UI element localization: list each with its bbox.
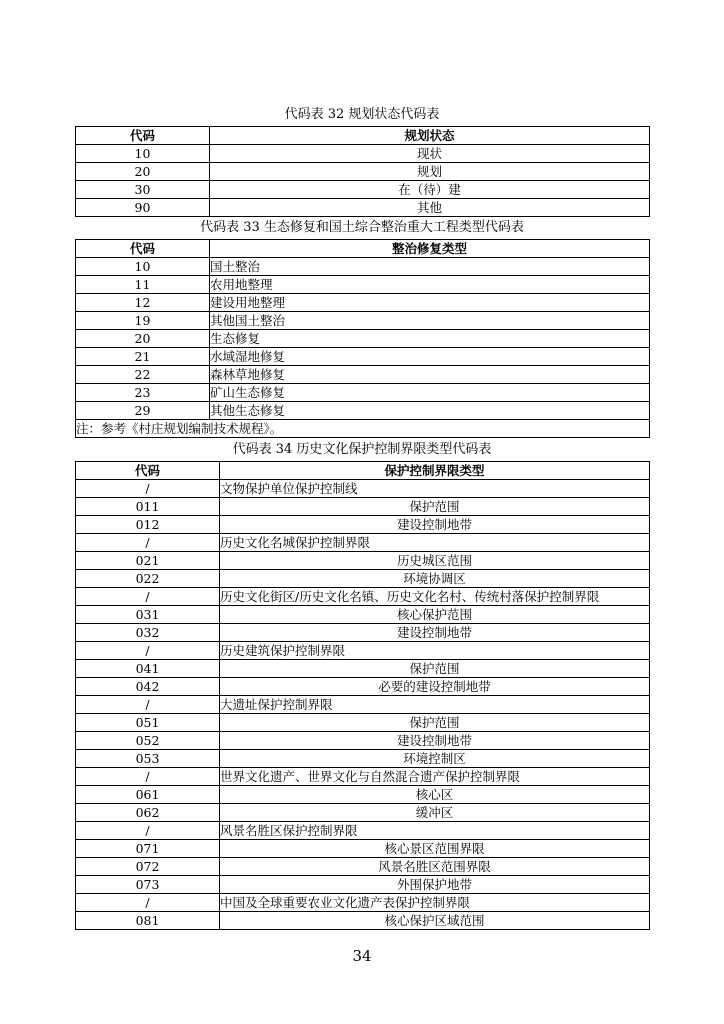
code-cell: 19 — [76, 312, 210, 330]
table-row — [76, 534, 650, 552]
boundary-type-cell: 风景名胜区保护控制界限 — [220, 822, 650, 840]
table-row — [76, 804, 650, 822]
table-header-row — [76, 462, 650, 480]
code-cell: 031 — [76, 606, 220, 624]
table-note-row — [76, 420, 650, 438]
code-cell: 071 — [76, 840, 220, 858]
code-cell: 053 — [76, 750, 220, 768]
boundary-type-cell: 历史文化街区/历史文化名镇、历史文化名村、传统村落保护控制界限 — [220, 588, 650, 606]
header-status: 规划状态 — [210, 127, 650, 145]
boundary-type-cell: 保护范围 — [220, 498, 650, 516]
code-cell: / — [76, 768, 220, 786]
header-code: 代码 — [76, 462, 220, 480]
type-cell: 生态修复 — [210, 330, 650, 348]
table-row — [76, 199, 650, 217]
code-cell: 90 — [76, 199, 210, 217]
table-row — [76, 330, 650, 348]
code-cell: 011 — [76, 498, 220, 516]
code-cell: 041 — [76, 660, 220, 678]
boundary-type-cell: 建设控制地带 — [220, 624, 650, 642]
type-cell: 建设用地整理 — [210, 294, 650, 312]
code-cell: 021 — [76, 552, 220, 570]
table-row — [76, 840, 650, 858]
table-row — [76, 750, 650, 768]
table32 — [75, 126, 650, 217]
table-row — [76, 163, 650, 181]
code-cell: / — [76, 642, 220, 660]
type-cell: 森林草地修复 — [210, 366, 650, 384]
table-row — [76, 276, 650, 294]
boundary-type-cell: 保护范围 — [220, 714, 650, 732]
table-row — [76, 570, 650, 588]
table-row — [76, 480, 650, 498]
table-row — [76, 858, 650, 876]
table33-caption: 代码表 33 生态修复和国土综合整治重大工程类型代码表 — [200, 220, 524, 235]
code-cell: 22 — [76, 366, 210, 384]
table-header-row — [76, 240, 650, 258]
type-cell: 农用地整理 — [210, 276, 650, 294]
boundary-type-cell: 历史城区范围 — [220, 552, 650, 570]
table-row — [76, 312, 650, 330]
table-row — [76, 696, 650, 714]
table-row — [76, 786, 650, 804]
code-cell: 12 — [76, 294, 210, 312]
header-repair-type: 整治修复类型 — [210, 240, 650, 258]
boundary-type-cell: 风景名胜区范围界限 — [220, 858, 650, 876]
table-row — [76, 258, 650, 276]
table-row — [76, 588, 650, 606]
boundary-type-cell: 历史文化名城保护控制界限 — [220, 534, 650, 552]
boundary-type-cell: 环境协调区 — [220, 570, 650, 588]
table34-caption: 代码表 34 历史文化保护控制界限类型代码表 — [232, 442, 492, 457]
code-cell: 012 — [76, 516, 220, 534]
code-cell: / — [76, 894, 220, 912]
code-cell: / — [76, 480, 220, 498]
table-row — [76, 181, 650, 199]
boundary-type-cell: 核心保护区域范围 — [220, 912, 650, 930]
code-cell: 11 — [76, 276, 210, 294]
status-cell: 现状 — [210, 145, 650, 163]
table-row — [76, 678, 650, 696]
code-cell: 20 — [76, 163, 210, 181]
boundary-type-cell: 核心区 — [220, 786, 650, 804]
table-row — [76, 145, 650, 163]
table-row — [76, 642, 650, 660]
header-boundary-type: 保护控制界限类型 — [220, 462, 650, 480]
table-row — [76, 822, 650, 840]
code-cell: 061 — [76, 786, 220, 804]
table-header-row — [76, 127, 650, 145]
header-code: 代码 — [76, 127, 210, 145]
table-row — [76, 732, 650, 750]
code-cell: 10 — [76, 258, 210, 276]
table-note: 注：参考《村庄规划编制技术规程》。 — [76, 420, 650, 438]
table-row — [76, 384, 650, 402]
table-row — [76, 714, 650, 732]
table-row — [76, 402, 650, 420]
code-cell: 022 — [76, 570, 220, 588]
table-row — [76, 912, 650, 930]
table-row — [76, 498, 650, 516]
table-row — [76, 348, 650, 366]
code-cell: 072 — [76, 858, 220, 876]
code-cell: 032 — [76, 624, 220, 642]
table-row — [76, 294, 650, 312]
code-cell: / — [76, 822, 220, 840]
type-cell: 矿山生态修复 — [210, 384, 650, 402]
table-row — [76, 366, 650, 384]
table33 — [75, 239, 650, 438]
boundary-type-cell: 大遗址保护控制界限 — [220, 696, 650, 714]
header-code: 代码 — [76, 240, 210, 258]
type-cell: 国土整治 — [210, 258, 650, 276]
boundary-type-cell: 环境控制区 — [220, 750, 650, 768]
code-cell: / — [76, 588, 220, 606]
code-cell: 21 — [76, 348, 210, 366]
type-cell: 其他生态修复 — [210, 402, 650, 420]
boundary-type-cell: 中国及全球重要农业文化遗产表保护控制界限 — [220, 894, 650, 912]
code-cell: 062 — [76, 804, 220, 822]
code-cell: 051 — [76, 714, 220, 732]
status-cell: 在（待）建 — [210, 181, 650, 199]
code-cell: / — [76, 534, 220, 552]
type-cell: 水域湿地修复 — [210, 348, 650, 366]
status-cell: 规划 — [210, 163, 650, 181]
code-cell: 042 — [76, 678, 220, 696]
type-cell: 其他国土整治 — [210, 312, 650, 330]
table-row — [76, 624, 650, 642]
boundary-type-cell: 建设控制地带 — [220, 732, 650, 750]
code-cell: 081 — [76, 912, 220, 930]
boundary-type-cell: 核心景区范围界限 — [220, 840, 650, 858]
table-row — [76, 768, 650, 786]
table-row — [76, 660, 650, 678]
boundary-type-cell: 核心保护范围 — [220, 606, 650, 624]
table-row — [76, 552, 650, 570]
boundary-type-cell: 保护范围 — [220, 660, 650, 678]
code-cell: 20 — [76, 330, 210, 348]
table-row — [76, 876, 650, 894]
code-cell: 29 — [76, 402, 210, 420]
table-row — [76, 894, 650, 912]
code-cell: 073 — [76, 876, 220, 894]
code-cell: 10 — [76, 145, 210, 163]
code-cell: 23 — [76, 384, 210, 402]
code-cell: 052 — [76, 732, 220, 750]
boundary-type-cell: 文物保护单位保护控制线 — [220, 480, 650, 498]
code-cell: / — [76, 696, 220, 714]
boundary-type-cell: 世界文化遗产、世界文化与自然混合遗产保护控制界限 — [220, 768, 650, 786]
boundary-type-cell: 建设控制地带 — [220, 516, 650, 534]
status-cell: 其他 — [210, 199, 650, 217]
page-number: 34 — [352, 947, 372, 965]
boundary-type-cell: 外围保护地带 — [220, 876, 650, 894]
table34 — [75, 461, 650, 930]
table-row — [76, 606, 650, 624]
boundary-type-cell: 必要的建设控制地带 — [220, 678, 650, 696]
table-row — [76, 516, 650, 534]
table32-caption: 代码表 32 规划状态代码表 — [284, 107, 440, 122]
boundary-type-cell: 历史建筑保护控制界限 — [220, 642, 650, 660]
code-cell: 30 — [76, 181, 210, 199]
boundary-type-cell: 缓冲区 — [220, 804, 650, 822]
